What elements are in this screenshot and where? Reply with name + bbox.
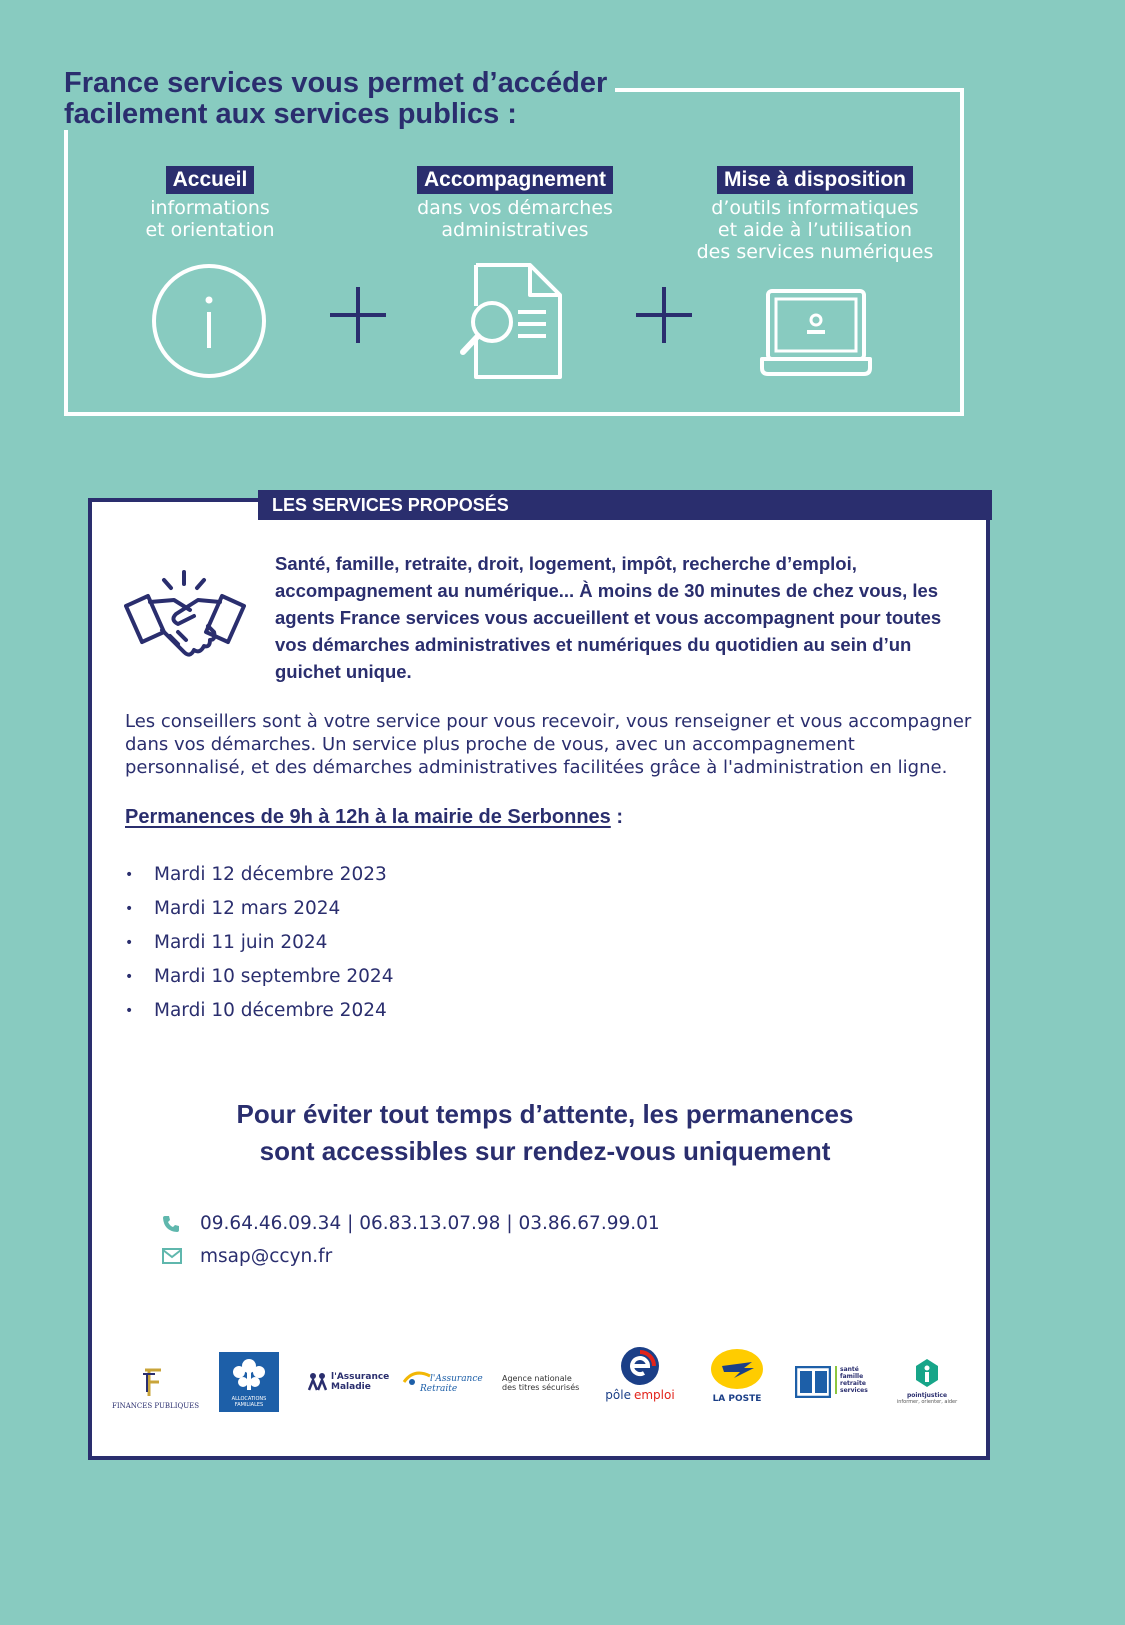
logo-caf: ALLOCATIONS FAMILIALES <box>219 1352 279 1412</box>
column-accueil <box>110 166 310 241</box>
caf-tree-icon <box>229 1356 269 1392</box>
tag-mise-a-disposition: Mise à disposition <box>717 166 913 194</box>
permanences-dates <box>125 858 393 1028</box>
logo-finances-publiques: FINANCES PUBLIQUES <box>112 1368 192 1410</box>
pole-emploi-wordmark: pôle emploi <box>605 1388 675 1402</box>
bullet: • <box>125 969 134 985</box>
column-accompagnement <box>390 166 640 241</box>
sub-mise-a-disposition: d’outils informatiques et aide à l’utilisation des services numériques <box>696 197 934 263</box>
date-item: • Mardi 12 décembre 2023 <box>125 858 393 892</box>
date-item: • Mardi 10 décembre 2024 <box>125 994 393 1028</box>
la-poste-bird-icon <box>710 1348 764 1390</box>
bullet: • <box>125 935 134 951</box>
laptop-icon <box>760 288 872 378</box>
intro-title: France services vous permet d’accéder facilement aux services publics : <box>58 68 615 130</box>
date-item: • Mardi 10 septembre 2024 <box>125 960 393 994</box>
pole-emploi-e-icon <box>620 1346 660 1386</box>
services-intro: Santé, famille, retraite, droit, logement, impôt, recherche d’emploi, accompagnement au numérique... À moins de 30 minutes de chez vous, les agents France services vous accueillent et vous accompagnent pour toutes vos démarches administratives et numériques du quotidien au sein d’un guichet unique. <box>275 553 942 682</box>
tag-accompagnement: Accompagnement <box>417 166 613 194</box>
date-item: • Mardi 12 mars 2024 <box>125 892 393 926</box>
permanences-heading <box>125 806 623 829</box>
mail-icon <box>162 1248 182 1264</box>
logo-pole-emploi <box>602 1346 678 1402</box>
permanences-suffix: : <box>610 806 623 828</box>
services-header: LES SERVICES PROPOSÉS <box>258 490 992 520</box>
plus-sign-1 <box>330 285 386 349</box>
tag-accueil: Accueil <box>166 166 255 194</box>
msa-wordmark-icon <box>795 1366 831 1398</box>
plus-icon <box>636 285 692 345</box>
logo-ants: Agence nationale des titres sécurisés <box>502 1374 580 1392</box>
logo-la-poste: LA POSTE <box>702 1348 772 1404</box>
msa-labels: santé famille retraite services <box>835 1366 868 1394</box>
plus-icon <box>330 285 386 345</box>
info-icon <box>150 262 268 380</box>
point-justice-icon <box>914 1358 940 1388</box>
sub-accompagnement: dans vos démarches administratives <box>417 197 613 241</box>
services-paragraph: Les conseillers sont à votre service pour vous recevoir, vous renseigner et vous accompagner dans vos démarches. Un service plus proche de vous, avec un accompagnement personnalisé, et des démarches administratives facilitées grâce à l'administration en ligne. <box>125 711 972 778</box>
bullet: • <box>125 867 134 883</box>
plus-sign-2 <box>636 285 692 349</box>
permanences-title: Permanences de 9h à 12h à la mairie de Serbonnes <box>125 806 611 828</box>
date-item: • Mardi 11 juin 2024 <box>125 926 393 960</box>
phone-icon <box>162 1215 180 1233</box>
document-search-icon <box>460 262 565 380</box>
email-address[interactable]: msap@ccyn.fr <box>200 1246 333 1267</box>
phone-numbers[interactable]: 09.64.46.09.34 | 06.83.13.07.98 | 03.86.67.99.01 <box>200 1213 660 1234</box>
finances-emblem-icon <box>139 1368 165 1398</box>
sub-accueil: informations et orientation <box>145 197 275 241</box>
logo-point-justice: pointjustice informer, orienter, aider <box>892 1358 962 1405</box>
ameli-figures-icon <box>307 1372 329 1392</box>
bullet: • <box>125 1003 134 1019</box>
handshake-icon <box>124 570 246 662</box>
appointment-notice: Pour éviter tout temps d’attente, les permanences sont accessibles sur rendez-vous uniquement <box>236 1099 854 1166</box>
bullet: • <box>125 901 134 917</box>
column-mise-a-disposition <box>675 166 955 263</box>
partner-logos: FINANCES PUBLIQUES ALLOCATIONS FAMILIALES l'Assurance Maladie l'Assurance Retraite Agence nationale des titres sécurisés pôle emploi LA POSTE santé famille retraite services pointjustice informer, orienter, aider <box>112 1352 972 1422</box>
